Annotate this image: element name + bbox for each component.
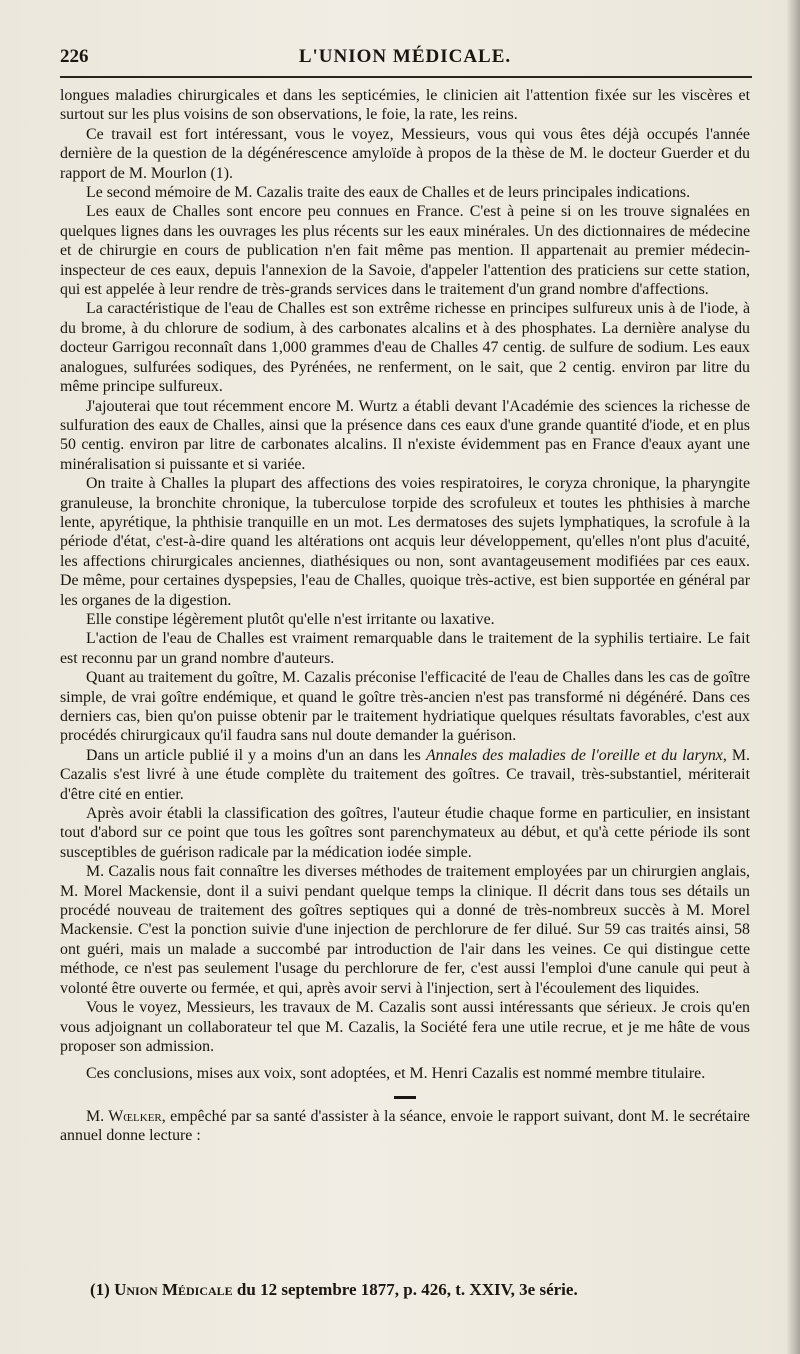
woelker-paragraph bbox=[60, 1107, 750, 1146]
paragraph: On traite à Challes la plupart des affections des voies respiratoires, le coryza chronique, la pharyngite granuleuse, la bronchite chronique, la tuberculose torpide des scrofuleux et toutes les phthisies à marche lente, apyrétique, la phthisie tranquille en un mot. Les dermatoses des sujets lymphatiques, la scrofule à la période d'état, c'est-à-dire quand les altérations ont acquis leur développement, qu'elles n'ont plus d'acuité, les affections chirurgicales anciennes, diathésiques ou non, sont avantageusement modifiées par ces eaux. De même, pour certaines dyspepsies, l'eau de Challes, quoique très-active, est bien supportée en général par les organes de la digestion. bbox=[60, 475, 750, 609]
page-header bbox=[60, 44, 750, 74]
footnote-text: du 12 septembre 1877, p. 426, t. XXIV, 3e série. bbox=[232, 1280, 578, 1299]
footnote-marker: (1) bbox=[90, 1280, 115, 1299]
running-title: L'UNION MÉDICALE. bbox=[298, 46, 512, 67]
paragraph: Vous le voyez, Messieurs, les travaux de M. Cazalis sont aussi intéressants que sérieux. Je crois qu'en vous adjoignant un collaborateur tel que M. Cazalis, la Société fera une utile recrue, et je me hâte de vous proposer son admission. bbox=[60, 999, 750, 1055]
woelker-text: , empêché par sa santé d'assister à la séance, envoie le rapport suivant, dont M. le secrétaire annuel donne lecture : bbox=[60, 1107, 750, 1145]
annales-journal-title: Annales des maladies de l'oreille et du larynx bbox=[425, 746, 723, 764]
paragraph: longues maladies chirurgicales et dans les septicémies, le clinicien ait l'attention fixée sur les viscères et surtout sur les plus voisins de son observations, le foie, la rate, les reins. bbox=[60, 87, 750, 124]
paragraph: Ce travail est fort intéressant, vous le voyez, Messieurs, vous qui vous êtes déjà occupés l'année dernière de la question de la dégénérescence amyloïde à propos de la thèse de M. le docteur Guerder et du rapport de M. Mourlon (1). bbox=[60, 125, 750, 182]
paragraph: M. Cazalis nous fait connaître les diverses méthodes de traitement employées par un chirurgien anglais, M. Morel Mackensie, dont il a suivi pendant quelque temps la clinique. Il décrit dans tous ses détails un procédé nouveau de traitement des goîtres septiques qui a donné de très-nombreux succès à M. Morel Mackensie. C'est la ponction suivie d'une injection de perchlorure de fer dilué. Sur 59 cas traités ainsi, 58 ont guéri, mais un malade a succombé par introduction de l'air dans les veines. Ce qui distingue cette méthode, ce n'est pas seulement l'usage du perchlorure de fer, c'est aussi l'emploi d'une canule qui peut à volonté être ouverte ou fermée, et qui, après avoir servi à l'injection, sert à l'écoulement des liquides. bbox=[60, 863, 750, 997]
paragraph: Après avoir établi la classification des goîtres, l'auteur étudie chaque forme en particulier, en insistant tout d'abord sur ce point que tous les goîtres sont parenchymateux au début, et qu'à cette période ils sont susceptibles de guérison radicale par la médication iodée simple. bbox=[60, 805, 750, 861]
header-rule bbox=[60, 76, 752, 78]
paragraph: Quant au traitement du goître, M. Cazalis préconise l'efficacité de l'eau de Challes dans les cas de goître simple, de vrai goître endémique, et quand le goître très-ancien n'est pas transformé ni dégénéré. Dans ces derniers cas, bien qu'on puisse obtenir par le traitement hydriatique quelques résultats favorables, c'est aux procédés chirurgicaux qu'il faudra sans nul doute demander la guérison. bbox=[60, 669, 750, 745]
page-edge-shadow bbox=[786, 0, 800, 1354]
section-separator bbox=[394, 1096, 416, 1099]
paragraph: Elle constipe légèrement plutôt qu'elle n'est irritante ou laxative. bbox=[86, 610, 495, 628]
paragraph: L'action de l'eau de Challes est vraiment remarquable dans le traitement de la syphilis tertiaire. Le fait est reconnu par un grand nombre d'auteurs. bbox=[60, 630, 750, 667]
paragraph: Le second mémoire de M. Cazalis traite des eaux de Challes et de leurs principales indications. bbox=[86, 184, 691, 202]
footnote bbox=[90, 1280, 750, 1300]
paragraph: La caractéristique de l'eau de Challes est son extrême richesse en principes sulfureux unis à de l'iode, à du brome, à du chlorure de sodium, à des carbonates alcalins et à des phosphates. La dernière analyse du docteur Garrigou reconnaît dans 1,000 grammes d'eau de Challes 47 centig. de sulfure de sodium. Les eaux analogues, sulfurées sodiques, des Pyrénées, ne renferment, on le sait, que 2 centig. environ par litre du même principe sulfureux. bbox=[60, 300, 750, 396]
annales-before: Dans un article publié il y a moins d'un an dans les bbox=[86, 746, 426, 764]
paragraph-annales bbox=[60, 746, 750, 804]
woelker-name: M. Wœlker bbox=[86, 1107, 162, 1125]
conclusion-paragraph: Ces conclusions, mises aux voix, sont adoptées, et M. Henri Cazalis est nommé membre titulaire. bbox=[86, 1065, 706, 1083]
article-body bbox=[60, 86, 750, 1146]
annales-after: , M. Cazalis s'est livré à une étude complète du traitement des goîtres. Ce travail, très-substantiel, mériterait d'être cité en entier. bbox=[60, 746, 750, 803]
footnote-journal: Union Médicale bbox=[114, 1280, 233, 1299]
paragraph: J'ajouterai que tout récemment encore M. Wurtz a établi devant l'Académie des sciences la richesse de sulfuration des eaux de Challes, ainsi que la présence dans ces eaux d'une grande quantité d'iode, et en plus 50 centig. environ par litre de carbonates alcalins. Il n'existe évidemment pas en France d'eaux ayant une minéralisation si puissante et si variée. bbox=[60, 397, 750, 473]
paragraph: Les eaux de Challes sont encore peu connues en France. C'est à peine si on les trouve signalées en quelques lignes dans les ouvrages les plus récents sur les eaux minérales. Un des dictionnaires de médecine et de chirurgie en cours de publication n'en fait même pas mention. Il appartenait au premier médecin-inspecteur de ces eaux, depuis l'annexion de la Savoie, d'appeler l'attention des praticiens sur cette station, qui est appelée à leur rendre de très-grands services dans le traitement d'un grand nombre d'affections. bbox=[60, 203, 750, 299]
page-number: 226 bbox=[60, 46, 89, 67]
